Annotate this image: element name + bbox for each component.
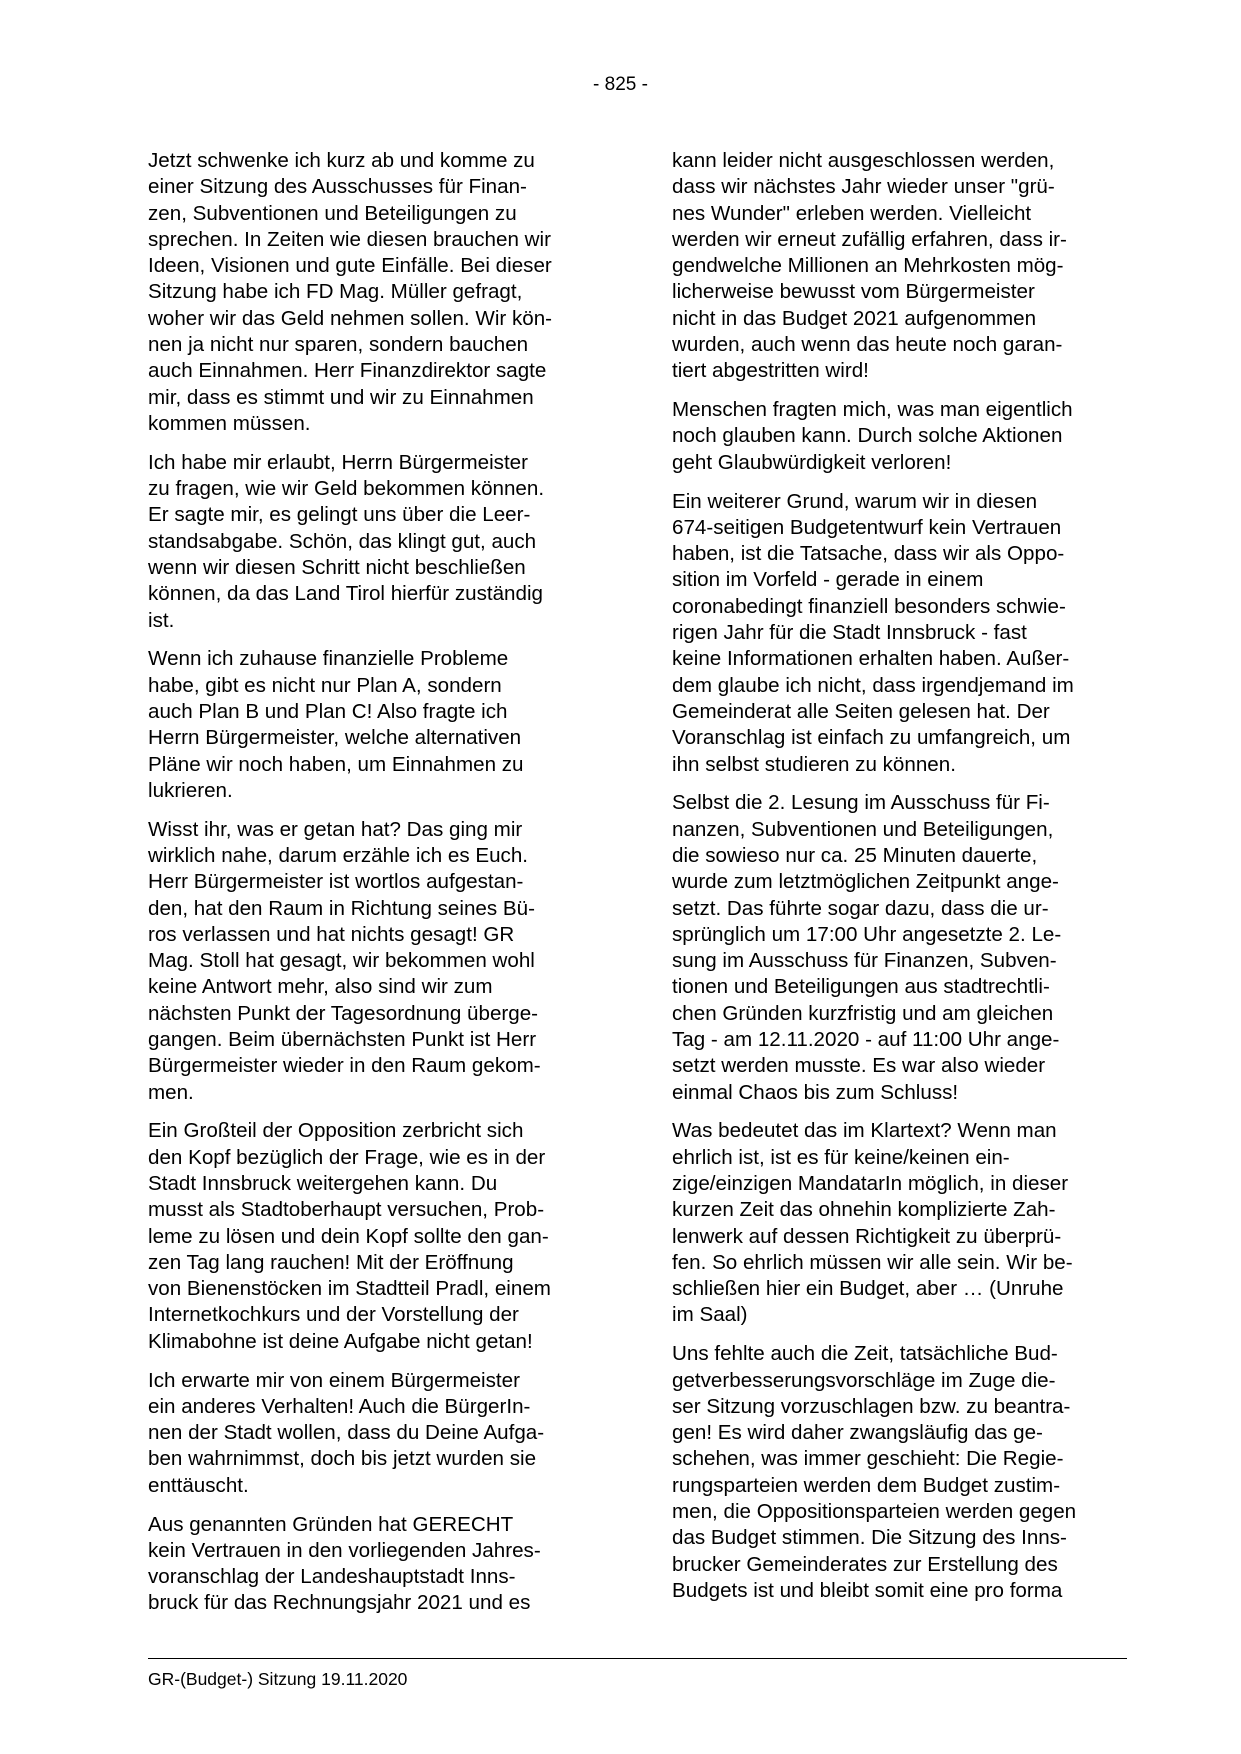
text-line: rungsparteien werden dem Budget zustim- — [672, 1473, 1061, 1497]
text-line: kommen müssen. — [148, 411, 311, 435]
text-line: Bürgermeister wieder in den Raum gekom- — [148, 1054, 541, 1078]
text-line: geht Glaubwürdigkeit verloren! — [672, 450, 952, 474]
text-line: Selbst die 2. Lesung im Ausschuss für Fi- — [672, 791, 1050, 815]
paragraph — [672, 1341, 1134, 1604]
text-line: nen ja nicht nur sparen, sondern bauchen — [148, 333, 529, 357]
text-line: Was bedeutet das im Klartext? Wenn man — [672, 1119, 1057, 1143]
text-line: im Saal) — [672, 1303, 748, 1327]
text-line: woher wir das Geld nehmen sollen. Wir kön- — [148, 306, 553, 330]
text-line: können, da das Land Tirol hierfür zuständig — [148, 582, 543, 606]
text-line: Wisst ihr, was er getan hat? Das ging mir — [148, 817, 523, 841]
text-line: zu fragen, wie wir Geld bekommen können. — [148, 477, 545, 501]
text-line: getverbesserungsvorschläge im Zuge die- — [672, 1368, 1056, 1392]
paragraph — [672, 397, 1134, 476]
text-line: nächsten Punkt der Tagesordnung überge- — [148, 1001, 539, 1025]
text-line: ist. — [148, 608, 175, 632]
text-line: sprechen. In Zeiten wie diesen brauchen wir — [148, 227, 551, 251]
text-line: Mag. Stoll hat gesagt, wir bekommen wohl — [148, 949, 535, 973]
text-line: Stadt Innsbruck weitergehen kann. Du — [148, 1171, 498, 1195]
text-line: wirklich nahe, darum erzähle ich es Euch. — [148, 843, 529, 867]
text-line: den Kopf bezüglich der Frage, wie es in der — [148, 1145, 546, 1169]
text-line: wenn wir diesen Schritt nicht beschließen — [148, 555, 526, 579]
text-line: tiert abgestritten wird! — [672, 359, 869, 383]
paragraph — [148, 1368, 610, 1499]
text-line: Er sagte mir, es gelingt uns über die Leer- — [148, 503, 531, 527]
text-line: kann leider nicht ausgeschlossen werden, — [672, 149, 1055, 172]
paragraph — [672, 489, 1134, 778]
text-line: gangen. Beim übernächsten Punkt ist Herr — [148, 1028, 537, 1051]
text-line: auch Einnahmen. Herr Finanzdirektor sagte — [148, 359, 547, 383]
text-line: keine Informationen erhalten haben. Außer- — [672, 647, 1070, 671]
left-text-column — [148, 148, 610, 1629]
text-line: musst als Stadtoberhaupt versuchen, Prob- — [148, 1198, 545, 1222]
text-line: Herrn Bürgermeister, welche alternativen — [148, 726, 522, 750]
paragraph — [672, 1118, 1134, 1328]
text-line: zen Tag lang rauchen! Mit der Eröffnung — [148, 1250, 514, 1274]
text-line: Ein Großteil der Opposition zerbricht sich — [148, 1119, 524, 1143]
text-line: Voranschlag ist einfach zu umfangreich, um — [672, 726, 1071, 750]
text-line: von Bienenstöcken im Stadtteil Pradl, einem — [148, 1277, 551, 1301]
text-line: Pläne wir noch haben, um Einnahmen zu — [148, 752, 524, 776]
text-line: Aus genannten Gründen hat GERECHT — [148, 1512, 514, 1536]
text-line: chen Gründen kurzfristig und am gleichen — [672, 1001, 1054, 1025]
text-line: Wenn ich zuhause finanzielle Probleme — [148, 647, 509, 671]
text-line: den, hat den Raum in Richtung seines Bü- — [148, 896, 535, 920]
text-line: ben wahrnimmst, doch bis jetzt wurden sie — [148, 1447, 537, 1471]
text-line: ser Sitzung vorzuschlagen bzw. zu beantra- — [672, 1394, 1071, 1418]
text-line: werden wir erneut zufällig erfahren, dass ir- — [672, 227, 1067, 251]
text-line: Menschen fragten mich, was man eigentlich — [672, 398, 1073, 422]
text-line: rigen Jahr für die Stadt Innsbruck - fast — [672, 621, 1027, 645]
paragraph — [672, 148, 1134, 385]
text-line: mir, dass es stimmt und wir zu Einnahmen — [148, 385, 534, 409]
paragraph — [148, 450, 610, 634]
text-line: standsabgabe. Schön, das klingt gut, auch — [148, 529, 537, 553]
text-line: wurden, auch wenn das heute noch garan- — [672, 333, 1063, 357]
text-line: Ich habe mir erlaubt, Herrn Bürgermeister — [148, 450, 528, 474]
text-line: die sowieso nur ca. 25 Minuten dauerte, — [672, 843, 1038, 867]
text-line: keine Antwort mehr, also sind wir zum — [148, 975, 493, 999]
text-line: Gemeinderat alle Seiten gelesen hat. Der — [672, 699, 1050, 723]
text-line: 674-seitigen Budgetentwurf kein Vertrauen — [672, 515, 1062, 539]
paragraph — [148, 1512, 610, 1617]
text-line: Tag - am 12.11.2020 - auf 11:00 Uhr ange- — [672, 1028, 1060, 1051]
text-line: ein anderes Verhalten! Auch die BürgerIn- — [148, 1394, 531, 1418]
text-line: Internetkochkurs und der Vorstellung der — [148, 1303, 519, 1327]
text-line: kein Vertrauen in den vorliegenden Jahres- — [148, 1538, 541, 1562]
right-text-column — [672, 148, 1134, 1617]
text-line: ihn selbst studieren zu können. — [672, 752, 956, 776]
paragraph — [672, 790, 1134, 1106]
text-line: enttäuscht. — [148, 1473, 249, 1497]
text-line: einer Sitzung des Ausschusses für Finan- — [148, 175, 527, 199]
page-number: - 825 - — [593, 74, 648, 95]
text-line: nes Wunder" erleben werden. Vielleicht — [672, 201, 1032, 225]
footer-divider — [148, 1658, 1127, 1659]
text-line: men, die Oppositionsparteien werden gegen — [672, 1500, 1077, 1524]
text-line: haben, ist die Tatsache, dass wir als Oppo- — [672, 542, 1065, 566]
text-line: auch Plan B und Plan C! Also fragte ich — [148, 699, 508, 723]
text-line: tionen und Beteiligungen aus stadtrechtli- — [672, 975, 1050, 999]
text-line: licherweise bewusst vom Bürgermeister — [672, 280, 1035, 304]
text-line: sprünglich um 17:00 Uhr angesetzte 2. Le- — [672, 922, 1062, 946]
text-line: noch glauben kann. Durch solche Aktionen — [672, 424, 1063, 448]
text-line: Jetzt schwenke ich kurz ab und komme zu — [148, 149, 535, 172]
text-line: Budgets ist und bleibt somit eine pro forma — [672, 1578, 1063, 1602]
footer-session-label: GR-(Budget-) Sitzung 19.11.2020 — [148, 1669, 408, 1689]
text-line: das Budget stimmen. Die Sitzung des Inns- — [672, 1526, 1067, 1550]
text-line: nicht in das Budget 2021 aufgenommen — [672, 306, 1037, 330]
text-line: dass wir nächstes Jahr wieder unser "grü- — [672, 175, 1055, 199]
text-line: lukrieren. — [148, 778, 233, 802]
text-line: bruck für das Rechnungsjahr 2021 und es — [148, 1591, 531, 1615]
paragraph — [148, 646, 610, 804]
text-line: ros verlassen und hat nichts gesagt! GR — [148, 922, 515, 946]
text-line: gendwelche Millionen an Mehrkosten mög- — [672, 254, 1064, 278]
text-line: men. — [148, 1080, 194, 1104]
text-line: Sitzung habe ich FD Mag. Müller gefragt, — [148, 280, 523, 304]
text-line: wurde zum letztmöglichen Zeitpunkt ange- — [672, 870, 1059, 894]
text-line: ehrlich ist, ist es für keine/keinen ein- — [672, 1145, 1010, 1169]
text-line: lenwerk auf dessen Richtigkeit zu überprü- — [672, 1224, 1062, 1248]
text-line: voranschlag der Landeshauptstadt Inns- — [148, 1565, 516, 1589]
text-line: setzt. Das führte sogar dazu, dass die ur- — [672, 896, 1049, 920]
text-line: Herr Bürgermeister ist wortlos aufgestan- — [148, 870, 524, 894]
text-line: schließen hier ein Budget, aber … (Unruhe — [672, 1277, 1064, 1301]
paragraph — [148, 148, 610, 437]
text-line: setzt werden musste. Es war also wieder — [672, 1054, 1046, 1078]
text-line: brucker Gemeinderates zur Erstellung des — [672, 1552, 1058, 1576]
text-line: Uns fehlte auch die Zeit, tatsächliche Bud- — [672, 1342, 1058, 1366]
paragraph — [148, 1118, 610, 1355]
text-line: leme zu lösen und dein Kopf sollte den gan- — [148, 1224, 549, 1248]
text-line: dem glaube ich nicht, dass irgendjemand im — [672, 673, 1074, 697]
text-line: coronabedingt finanziell besonders schwie- — [672, 594, 1066, 618]
text-line: kurzen Zeit das ohnehin komplizierte Zah- — [672, 1198, 1056, 1222]
text-line: sition im Vorfeld - gerade in einem — [672, 568, 984, 592]
text-line: zen, Subventionen und Beteiligungen zu — [148, 201, 517, 225]
text-line: nen der Stadt wollen, dass du Deine Aufga- — [148, 1421, 545, 1445]
text-line: gen! Es wird daher zwangsläufig das ge- — [672, 1421, 1043, 1445]
text-line: Klimabohne ist deine Aufgabe nicht getan! — [148, 1329, 533, 1353]
text-line: nanzen, Subventionen und Beteiligungen, — [672, 817, 1054, 841]
text-line: fen. So ehrlich müssen wir alle sein. Wir be- — [672, 1250, 1073, 1274]
text-line: schehen, was immer geschieht: Die Regie- — [672, 1447, 1064, 1471]
text-line: Ein weiterer Grund, warum wir in diesen — [672, 489, 1038, 513]
text-line: Ideen, Visionen und gute Einfälle. Bei dieser — [148, 254, 552, 278]
text-line: habe, gibt es nicht nur Plan A, sondern — [148, 673, 502, 697]
text-line: sung im Ausschuss für Finanzen, Subven- — [672, 949, 1057, 973]
text-line: zige/einzigen MandatarIn möglich, in dieser — [672, 1171, 1069, 1195]
text-line: Ich erwarte mir von einem Bürgermeister — [148, 1368, 520, 1392]
paragraph — [148, 817, 610, 1106]
text-line: einmal Chaos bis zum Schluss! — [672, 1080, 959, 1104]
